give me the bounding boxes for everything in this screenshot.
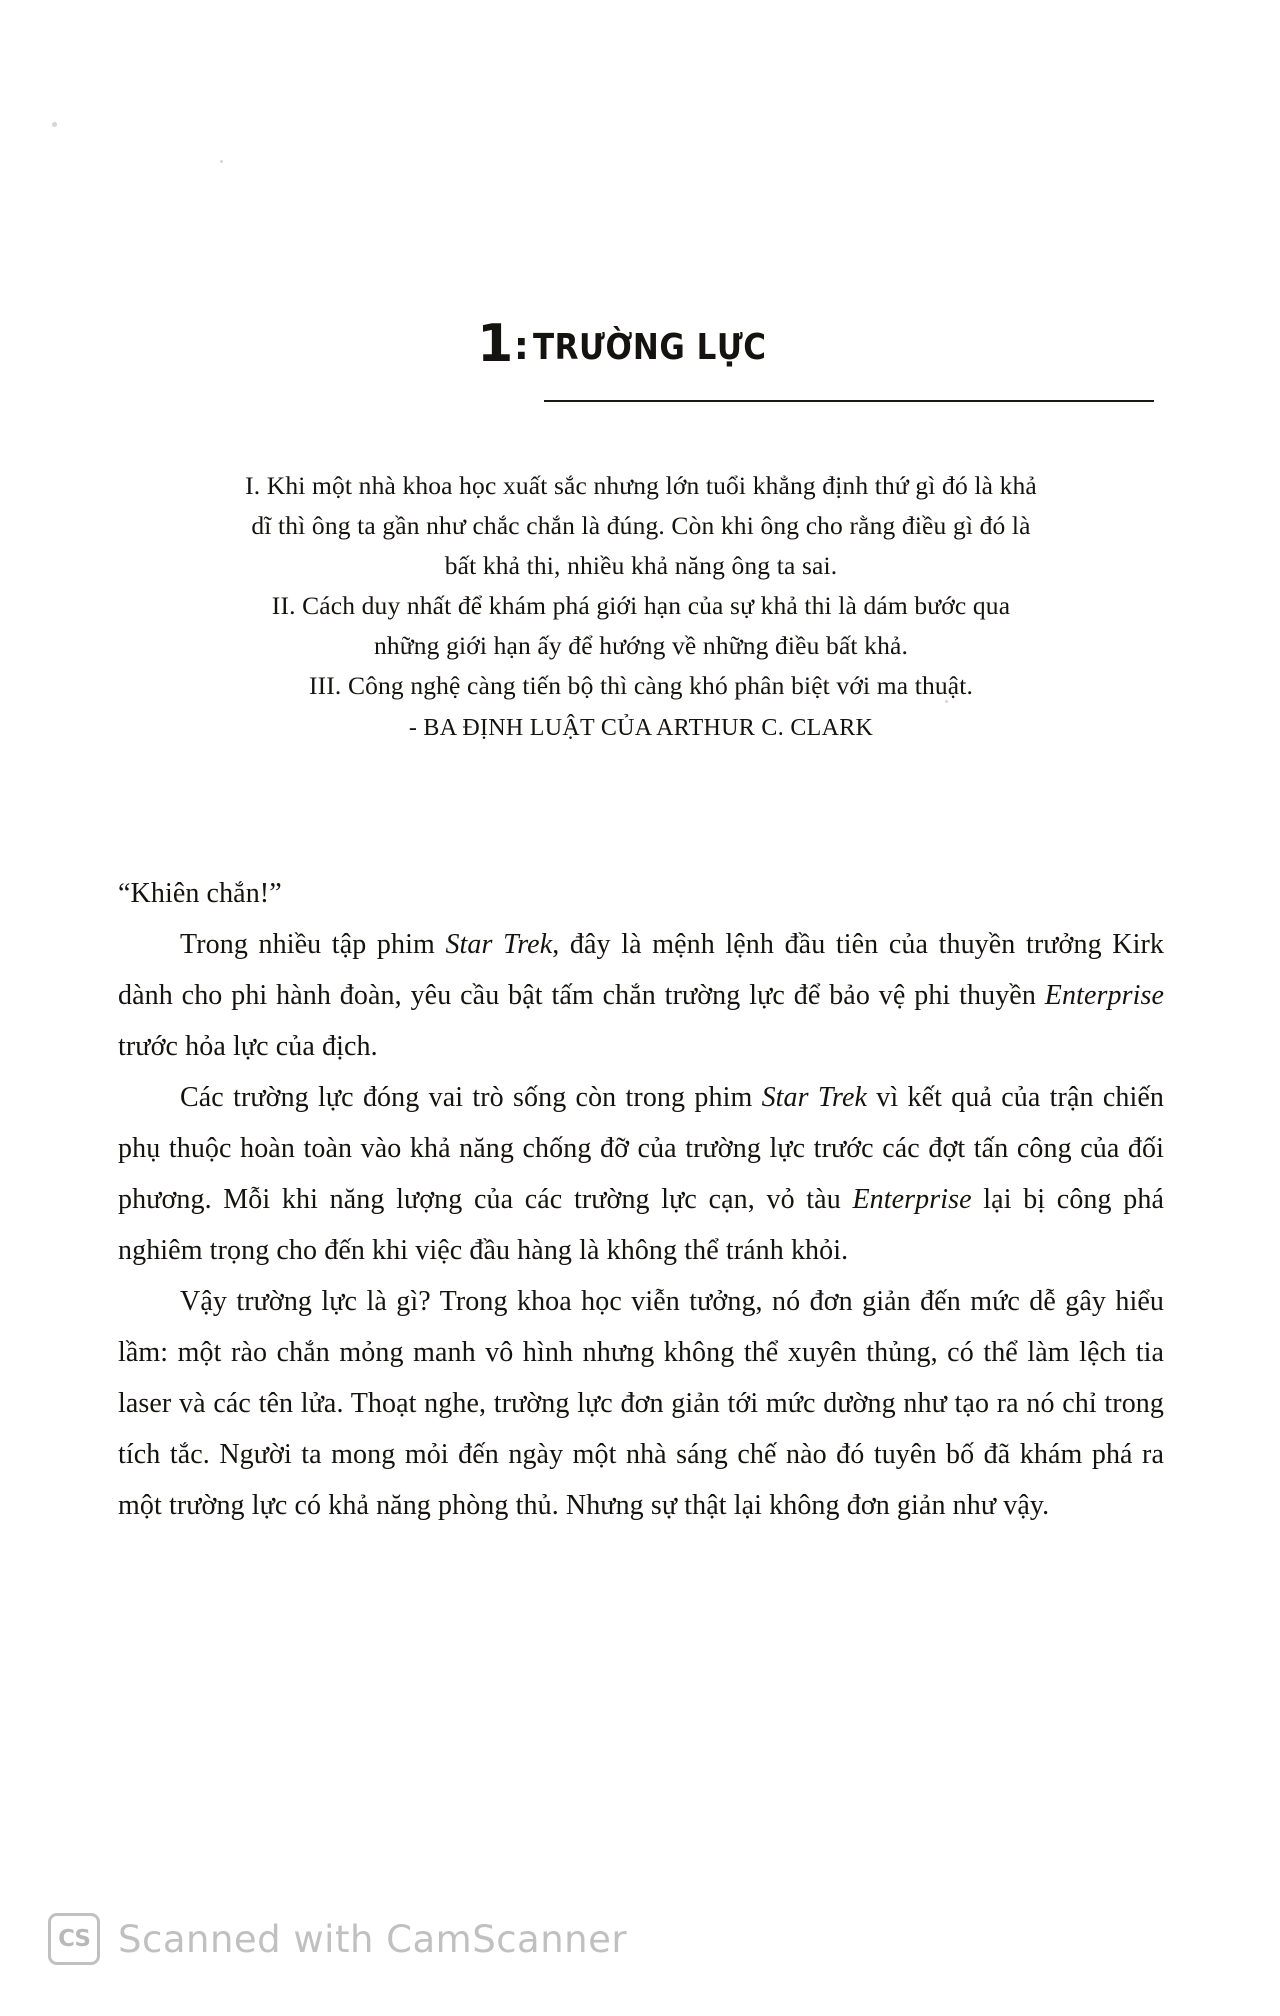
epigraph-line: III. Công nghệ càng tiến bộ thì càng khó phân biệt với ma thuật. <box>309 671 973 700</box>
chapter-number: 1 <box>477 314 514 374</box>
scan-speck <box>52 122 57 127</box>
paragraph-text-part: , đây là mệnh lệnh đầu tiên của thuyền trưởng Kirk dành cho phi hành đoàn, yêu cầu bật tấm chắn trường lực để bảo vệ phi thuyền <box>118 929 1164 1011</box>
epigraph-line: bất khả thi, nhiều khả năng ông ta sai. <box>444 551 838 580</box>
italic-title: Enterprise <box>852 1184 972 1215</box>
chapter-title: TRƯỜNG LỰC <box>533 327 767 368</box>
camscanner-watermark <box>48 1913 627 1965</box>
chapter-rule <box>544 400 1154 402</box>
body-paragraph <box>118 919 1164 1072</box>
paragraph-text-part: Trong nhiều tập phim <box>180 929 446 960</box>
italic-title: Enterprise <box>1044 980 1164 1011</box>
epigraph-line: II. Cách duy nhất để khám phá giới hạn của sự khả thi là dám bước qua <box>271 591 1011 620</box>
chapter-separator: : <box>513 324 530 368</box>
body-text <box>118 868 1164 1531</box>
camscanner-badge-icon: CS <box>48 1913 100 1965</box>
chapter-heading <box>118 314 1164 410</box>
epigraph-line: những giới hạn ấy để hướng về những điều bất khả. <box>374 631 908 660</box>
epigraph <box>118 466 1164 748</box>
paragraph-text-part: Các trường lực đóng vai trò sống còn trong phim <box>180 1082 762 1113</box>
italic-title: Star Trek <box>761 1082 868 1113</box>
paragraph-text-part: trước hỏa lực của địch. <box>118 1031 378 1062</box>
epigraph-line: dĩ thì ông ta gần như chắc chắn là đúng. Còn khi ông cho rằng điều gì đó là <box>251 511 1031 540</box>
paragraph-text-part: lại bị công phá nghiêm trọng cho đến khi việc đầu hàng là không thể tránh khỏi. <box>118 1184 1164 1266</box>
camscanner-watermark-text: Scanned with CamScanner <box>118 1917 628 1961</box>
page-content <box>118 0 1164 1531</box>
paragraph-text-part: vì kết quả của trận chiến phụ thuộc hoàn toàn vào khả năng chống đỡ của trường lực trước các đợt tấn công của đối phương. Mỗi khi năng lượng của các trường lực cạn, vỏ tàu <box>118 1082 1164 1215</box>
chapter-heading-line <box>477 314 805 374</box>
body-paragraph <box>118 1072 1164 1276</box>
epigraph-attribution: - BA ĐỊNH LUẬT CỦA ARTHUR C. CLARK <box>408 715 874 741</box>
body-quote-line: “Khiên chắn!” <box>118 878 282 909</box>
epigraph-line: I. Khi một nhà khoa học xuất sắc nhưng lớn tuổi khẳng định thứ gì đó là khả <box>245 471 1037 500</box>
italic-title: Star Trek <box>445 929 553 960</box>
body-paragraph: Vậy trường lực là gì? Trong khoa học viễn tưởng, nó đơn giản đến mức dễ gây hiểu lầm: một rào chắn mỏng manh vô hình nhưng không thể xuyên thủng, có thể làm lệch tia laser và các tên lửa. Thoạt nghe, trường lực đơn giản tới mức dường như tạo ra nó chỉ trong tích tắc. Người ta mong mỏi đến ngày một nhà sáng chế nào đó tuyên bố đã khám phá ra một trường lực có khả năng phòng thủ. Nhưng sự thật lại không đơn giản như vậy. <box>118 1286 1164 1521</box>
